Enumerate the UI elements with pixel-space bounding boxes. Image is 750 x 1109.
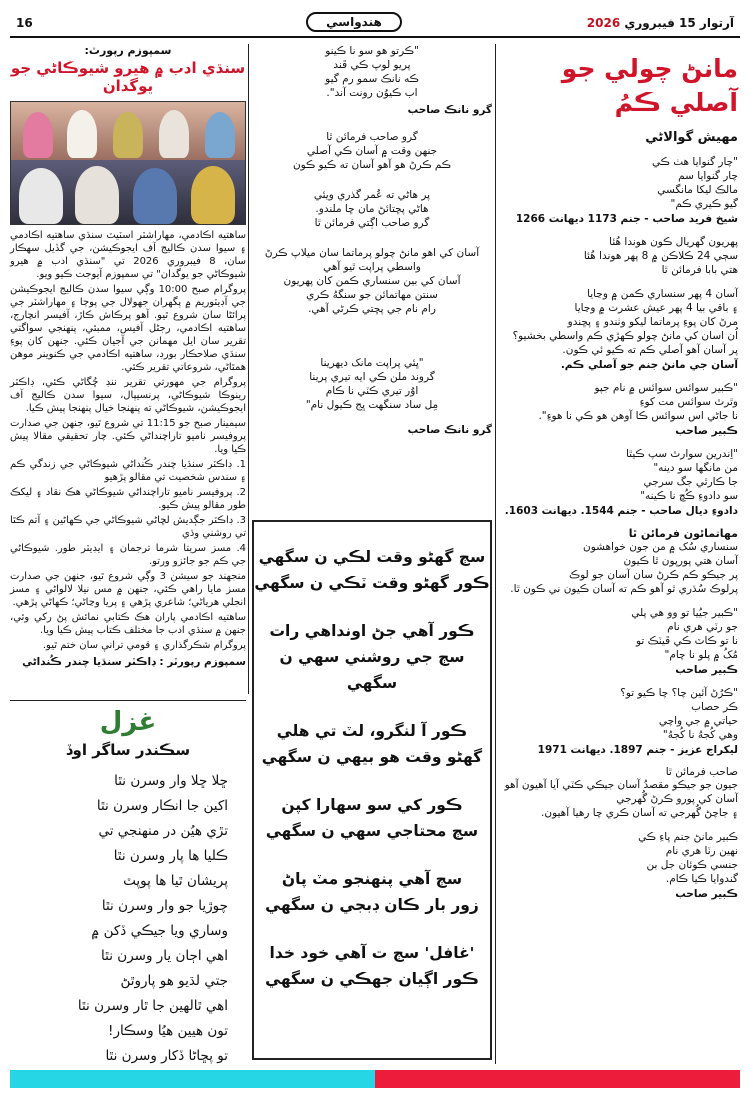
verse-attribution: دادوءِ ديال صاحب - جنم 1544. ديهانت 1603. [504, 505, 738, 517]
verse-line: آسان کي بين سنساري ڪمن کان پهريون [283, 275, 461, 287]
verse-line: آسان کي پورو ڪرڻ گُهرجي [616, 793, 738, 805]
poem-line: زور بار ڪان ڊبجي ن سگهي [265, 896, 479, 914]
verse-block [252, 130, 492, 172]
poem-stanza [254, 544, 490, 596]
photo-person [113, 112, 143, 158]
footer-bar-red [375, 1070, 740, 1088]
verse-line: آسان 4 پهر سنساري ڪمن ۾ وڃايا [587, 288, 738, 300]
verse-block [498, 830, 738, 886]
poem-line: سڄ آهي پنهنجو مٽ پاڻ [281, 870, 463, 888]
verse-block [498, 778, 738, 820]
verse-block [498, 287, 738, 357]
ghazal-line: ڇلا ڇلا وار وسرن نٿا [114, 773, 228, 789]
verse-line: اب ڪيوُن رونت آند". [326, 87, 418, 99]
verse-line: مِل ساد سنگهت ڀج ڪيول نام" [305, 399, 439, 411]
ghazal-line: وساري ويا جيڪي ڏکن ۾ [91, 923, 228, 939]
verse-line: اُن اسان کي مانڻ چولو ڪهڙي ڪم واسطي بخشيو؟ [512, 330, 738, 342]
photo-person [205, 112, 235, 158]
column-divider-right [495, 44, 496, 1064]
article-kicker: سمپوزم رپورٽ: [84, 44, 172, 57]
ghazal-poet: سڪندر ساگر اوڏ [65, 741, 191, 759]
poem-stanza [254, 792, 490, 844]
poem-stanza [254, 718, 490, 770]
verse-line: گندوايا ڪيا ڪام. [665, 873, 738, 885]
boxed-poem-body [254, 544, 490, 992]
verse-line: ۽ باقي بيا 4 پهر عيش عشرت ۾ وڃايا [574, 302, 738, 314]
verse-block [498, 540, 738, 596]
verse-attribution: شيخ فريد صاحب - جنم 1173 ديهانت 1266 [515, 213, 738, 225]
verse-block [252, 246, 492, 316]
article-paragraph: سيمينار صبح جو 11:15 تي شروع ٿيو، جنهن جي صدارت پروفيسر ناميو تاراچنداڻي ڪئي. چار تحقيقي مقالا پيش ڪيا ويا. [10, 418, 246, 455]
article-human-life [498, 44, 738, 1064]
verse-line: پر جيڪو ڪم ڪرڻ سان آسان جو لوڪ [569, 569, 738, 581]
verse-line: ۽ جاچڻ گُهرجي ته آسان ڪري چا رهيا آهيون. [541, 807, 738, 819]
verse-line: جنسي ڪوئان جل بن [646, 859, 738, 871]
page-number: 16 [16, 16, 33, 30]
verse-line: مالڪ ليکا مانگسي [657, 184, 738, 196]
poem-line: سڄ گهڻو وقت لڪي ن سگهي [258, 548, 486, 566]
verse-line: نا تو ڪاٽ ڪي ڦيٽڪ تو [636, 635, 738, 647]
article-paragraph: 1. ڊاڪٽر سنڌيا چندر ڪُنداڻي شيوڪاڻي جي زندگي ڪم ۽ سندس شخصيت تي مقالو پڙهيو [10, 459, 246, 483]
photo-person [67, 110, 97, 158]
verse-line: حياتي ۾ جي واچي [658, 715, 738, 727]
verse-block [498, 381, 738, 423]
ghazal-line: تو پڇاڻا ڏکار وسرن نٿا [105, 1048, 228, 1064]
verse-line: سنساري سُک ۾ من جون خواهشون [583, 541, 738, 553]
verse-line: "چار گنوايا هٺ ڪي [652, 156, 738, 168]
ghazal-section [10, 700, 246, 1064]
verse-line: وٿرٿ سوائس مت کوءِ [639, 396, 738, 408]
ghazal-line: ڪليا ها پار وسرن نٿا [113, 848, 228, 864]
verse-block [252, 356, 492, 412]
ghazal-line: اهي اڄان يار وسرن نٿا [101, 948, 228, 964]
verse-line: ڪبير مانڻ جنم پاءِ ڪي [638, 831, 738, 843]
verse-attribution: آسان جي مانڻ جنم جو آصلي ڪم. [560, 359, 738, 371]
ghazal-body [10, 769, 246, 1069]
verse-line: جو رٽي هري نام [667, 621, 738, 633]
verse-line: هتي بابا فرمائن ٿا [661, 264, 738, 276]
poem-line: گهڻو وقت هو بيهي ن سگهي [261, 748, 483, 766]
masthead-logo [306, 12, 402, 32]
ghazal-line: جتي لڌيو هو پاروٿڻ [120, 973, 228, 989]
ghazal-line: چوڙيا جو وار وسرن نٿا [101, 898, 228, 914]
verse-line: ڪه نانڪ سمو رم گيو [325, 73, 419, 85]
verse-line: ڪر حصاب [691, 701, 738, 713]
section-subtitle: صاحب فرمائن ٿا [665, 766, 738, 778]
poem-line: ڪور کي سو سهارا کپن [281, 796, 463, 814]
verse-line: "ڪرُڻ آئين چا؟ چا ڪيو تو؟ [620, 687, 738, 699]
verse-line: گروند ملن ڪي ايه تيري پرينا [309, 371, 435, 383]
poem-line: ڪور اڳيان جهڪي ن سگهي [265, 970, 479, 988]
verse-attribution: ڪبير صاحب [675, 664, 738, 676]
photo-person [23, 112, 53, 158]
poem-line: سڄ محتاجي سهي ن سگهي [265, 822, 479, 840]
article-paragraph: 3. ڊاڪٽر جڳديش لڇاڻي شيوڪاڻي جي ڪهاڻين ۽ آتم ڪٿا تي روشني وڌي [10, 515, 246, 539]
verse-line: نا جاڻي اس سوائس ڪا آوهن هو ڪي نا هوءِ". [538, 410, 738, 422]
verse-line: جا ڪارٿي جگ سرجي [643, 476, 738, 488]
poem-line: ڪور گهڻو وقت ٽڪي ن سگهي [254, 574, 490, 592]
issue-day: آرتوار [699, 16, 734, 30]
verse-line: گيو ڪيري ڪم" [670, 198, 738, 210]
masthead-text: هندواسي [326, 15, 382, 29]
verse-attribution: گرو نانڪ صاحب [407, 104, 492, 116]
verse-line: چار گنوايا سم [678, 170, 738, 182]
verse-line: گرو صاحب فرمائن ٿا [326, 131, 418, 143]
poem-line: ڪور آهي جڻ اونداهي رات [269, 622, 475, 640]
verse-line: پر هاڻي ته عُمر گذري ويئي [313, 189, 431, 201]
article-paragraph: 4. مسز سريتا شرما ترجمان ۽ ايڊيٽر طور. شيوڪاڻي جي ڪم جو جائزو ورتو. [10, 543, 246, 567]
verse-block [498, 447, 738, 503]
poem-stanza [254, 940, 490, 992]
article-title: سنڌي ادب ۾ هيرو شيوڪاڻي جو يوگدان [10, 59, 246, 95]
verse-line: جنهن وقت ۾ آسان ڪي آصلي [306, 145, 438, 157]
verse-attribution: گرو نانڪ صاحب [407, 424, 492, 436]
verse-attribution: ڪبير صاحب [675, 425, 738, 437]
page-header [10, 10, 740, 36]
photo-person [19, 168, 63, 224]
verse-line: ڪم ڪرڻ هو آهو آسان ته ڪيو ڪون [292, 159, 452, 171]
verse-line: سو دادوءِ ڪُڇ نا ڪينه" [640, 490, 738, 502]
ghazal-line: اهي ٿالهين جا ٿار وسرن نٿا [77, 998, 228, 1014]
ghazal-line: تڙي هيُن در منهنجي تي [98, 823, 228, 839]
poem-line: 'غافل' سڄ ت آهي خود خدا [269, 944, 475, 962]
verse-block [498, 606, 738, 662]
photo-person [75, 166, 119, 224]
verse-line: نهين رٽا هري نام [665, 845, 738, 857]
ghazal-line: پريشان ٿيا ها پوپٽ [123, 873, 228, 889]
verse-line: مرڻ کان پوءِ پرماتما ليکو وٺندو ۽ پڇندو [567, 316, 738, 328]
article-paragraph: منجهند جو سيشن 3 وڳي شروع ٿيو، جنهن جي صدارت مسز مايا راهي ڪئي، جنهن ۾ مس نيلا لالواڻي ۽ مسز انجلي هرياڻي؛ شاعري پڙهي ۽ پريا وڃاڻي؛ ڪهاڻي پڙهي. [10, 571, 246, 608]
ghazal-line: اکين جا انڪار وسرن نٿا [96, 798, 228, 814]
verse-line: رام نام جي پڇتي ڪرڻي آهي. [308, 303, 436, 315]
verse-line: گرو صاحب اڳتي فرمائن ٿا [314, 217, 430, 229]
verse-line: اوُر تيري ڪٽي نا ڪام [325, 385, 419, 397]
verse-line: پرلوڪ سُڌري ٿو آهو ڪم ته آسان ڪيون ني ڪون ٿا. [510, 583, 738, 595]
verse-line: وهي کُجهُ نا کُجهُ" [662, 729, 738, 741]
article-paragraph: پروگرام شڪرگذاري ۽ قومي ترانې سان ختم ٿيو. [42, 640, 246, 651]
poem-line: ڪور آ لنگرو، لٽ تي هلي [276, 722, 468, 740]
article-paragraph: 2. پروفيسر ناميو تاراچنداڻي شيوڪاڻي هڪ نقاد ۽ ليکڪ طور مقالو پيش ڪيو. [10, 487, 246, 511]
verse-line: آسان هتي پورپون ٿا ڪيون [623, 555, 738, 567]
reporter-credit: سمپوزم رپورٽر : ڊاڪٽر سنڌيا چندر ڪُنداڻي [22, 656, 246, 668]
issue-date [587, 16, 734, 30]
footer-bar-cyan [10, 1070, 375, 1088]
poem-stanza [254, 618, 490, 696]
ghazal-heading: غزل [99, 707, 157, 737]
verse-block [498, 686, 738, 742]
article-paragraph: ساهتيه اڪادمي، مهاراشٽر اسٽيٽ سنڌي ساهتيه اڪادمي ۽ سيوا سدن ڪاليج آف ايجوڪيشن، جي گڏيل سهڪار سان، 8 فيبروري 2026 تي "سنڌي ادب ۾ هيرو شيوڪاڻي جو يوگدان" تي سمپوزم آيوجت ڪيو ويو. [10, 230, 246, 280]
issue-year: 2026 [586, 16, 621, 30]
verse-block [252, 44, 492, 100]
section-subtitle: مهاتمائون فرمائن ٿا [628, 527, 738, 540]
verse-line: آسان کي اهو مانڻ چولو پرماتما سان ميلاپ ڪرڻ [264, 247, 480, 259]
verse-line: پهريون گهريال ڪون هوندا هُئا [609, 236, 738, 248]
column-divider-left [248, 44, 249, 694]
verse-line: "ڪبير جيُيا تو وو هي پلي [631, 607, 738, 619]
article-author: مهيش گوالاڻي [645, 130, 738, 145]
verse-line: "ڪبير سوائس سوائس ۾ نام جپو [594, 382, 738, 394]
article-body [10, 229, 246, 652]
article-symposium [10, 44, 246, 694]
article-title: مانڻ چولي جو آصلي ڪمُ [561, 54, 738, 117]
verse-line: "ڀئي پراپت مانک ديهرينا [320, 357, 424, 369]
verse-block [252, 188, 492, 230]
verse-line: جيون جو جيڪو مقصدُ آسان جيڪي ڪٽي آيا آهيون آهو [504, 779, 738, 791]
header-rule [10, 36, 740, 38]
verse-line: پر آسان آهو آصلي ڪم ته ڪيو ئي ڪون. [562, 344, 738, 356]
verse-line: "اِندرين سوارٿ سپ ڪيٿا [625, 448, 738, 460]
verse-attribution: ڪبير صاحب [675, 888, 738, 900]
verse-block [498, 235, 738, 277]
verse-line: هاڻي پڇتائڻ مان ڇا ملندو. [315, 203, 429, 215]
article-guru-verses [252, 44, 492, 514]
article-paragraph: پروگرام صبح 10:00 وڳي سيوا سدن ڪاليج ايجوڪيشن جي آڊيٽوريم ۾ پگهران جهولال جي پوڄا ۽ مهاراشٽر جي پرائڻا سان شروع ٿيو. آهو پرڪاش ڪاڙ، آفيسر انچارج، ساهتيه اڪادمي، رجڻل آفيس، ممبئي، پنهنجي سواگتي تقرير سان ايل مهمانن جي آجيان ڪئي. جنهن کان پوءِ سنڌي صلاحڪار بورڊ، ساهتيه اڪادمي جي ڪنوينر موهن همٿاڻي، شروعاتي تقرير ڪئي. [10, 284, 246, 373]
poem-stanza [254, 866, 490, 918]
verse-line: واسطي پراپت ٿيو آهي [323, 261, 421, 273]
article-paragraph: ساهتيه اڪادمي پاران هڪ ڪتابي نمائش پڻ رکي وئي، جنهن ۾ سنڌي ادب جا مختلف ڪتاب پيش ڪيا ويا. [10, 612, 246, 636]
poem-line: سڄ جي روشني سهي ن سگهي [279, 648, 465, 692]
photo-person [191, 166, 235, 224]
boxed-poem [252, 520, 492, 1060]
photo-person [159, 110, 189, 158]
verse-attribution: ليکراج عزيز - جنم 1897. ديهانت 1971 [537, 744, 738, 756]
event-photo [10, 101, 246, 225]
ghazal-line: تون هيين هيُا وسڪار! [108, 1023, 228, 1039]
verse-line: "ڪرتو هو سو نا ڪينو [325, 45, 419, 57]
verse-line: سڄي 24 ڪلاڪن ۾ 8 پهر هوندا هُئا [583, 250, 738, 262]
issue-date-text: 15 فيبروري [624, 16, 696, 30]
photo-person [133, 168, 177, 224]
article-paragraph: پروگرام جي مهورتي تقرير ننڊ ڇُگاڻي ڪئي، ڊاڪٽر رينوڪا شيوڪاڻي، پرنسيپال، سيوا سدن ڪاليج آف ايجوڪيشن، شيوڪاڻي ته پنهنجا خيال پنهنجا پيش ڪيا. [10, 377, 246, 414]
footer-bar [10, 1070, 740, 1088]
verse-line: پريو لوپ ڪي ڦند [333, 59, 411, 71]
verse-line: مُکُ ۾ پلو نا چام" [664, 649, 738, 661]
verse-line: من مانگها سو دينه" [653, 462, 738, 474]
verse-line: سنتن مهاتمائن جو سنگهُ ڪري [306, 289, 438, 301]
verse-block [498, 155, 738, 211]
